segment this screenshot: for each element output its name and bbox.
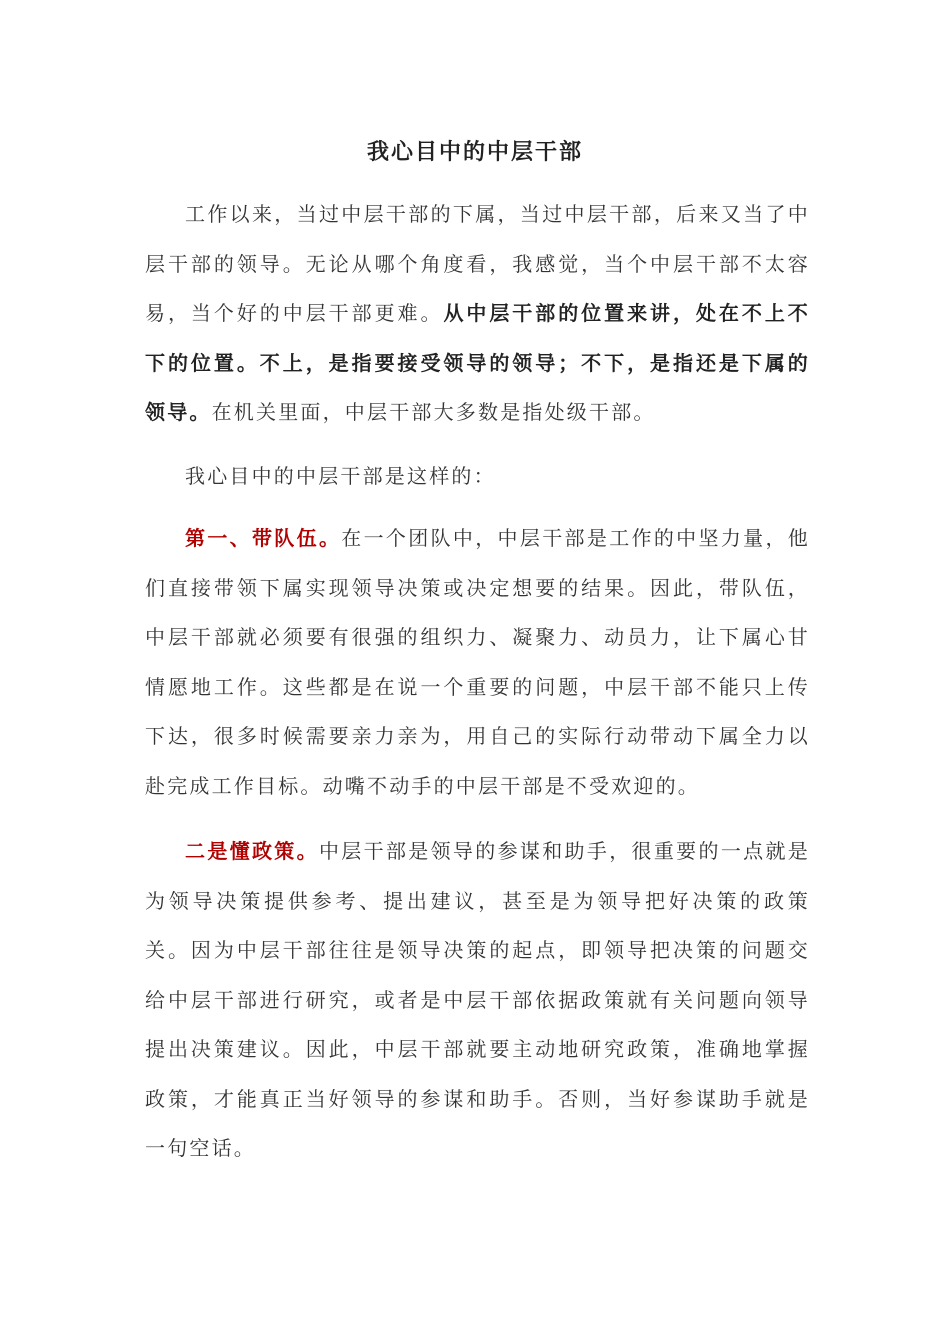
paragraph-1-rest: 在机关里面，中层干部大多数是指处级干部。 (211, 400, 656, 424)
paragraph-3-text: 在一个团队中，中层干部是工作的中坚力量，他们直接带领下属实现领导决策或决定想要的结果。因此，带队伍，中层干部就必须要有很强的组织力、凝聚力、动员力，让下属心甘情愿地工作。这些都是在说一个重要的问题，中层干部不能只上传下达，很多时候需要亲力亲为，用自己的实际行动带动下属全力以赴完成工作目标。动嘴不动手的中层干部是不受欢迎的。 (145, 526, 810, 798)
paragraph-2 (145, 452, 810, 502)
paragraph-4 (145, 827, 810, 1174)
paragraph-1-bold-text: 从中层干部的位置来讲，处在不上不下的位置。不上，是指要接受领导的领导；不下，是指还是下属的领导。 (145, 301, 810, 424)
paragraph-1 (145, 190, 810, 438)
paragraph-1-intro: 工作以来，当过中层干部的下属，当过中层干部，后来又当了中层干部的领导。无论从哪个角度看，我感觉，当个中层干部不太容易，当个好的中层干部更难。 (145, 202, 810, 325)
paragraph-4-text: 中层干部是领导的参谋和助手，很重要的一点就是为领导决策提供参考、提出建议，甚至是为领导把好决策的政策关。因为中层干部往往是领导决策的起点，即领导把决策的问题交给中层干部进行研究，或者是中层干部依据政策就有关问题向领导提出决策建议。因此，中层干部就要主动地研究政策，准确地掌握政策，才能真正当好领导的参谋和助手。否则，当好参谋助手就是一句空话。 (145, 839, 811, 1160)
paragraph-2-text: 我心目中的中层干部是这样的： (185, 464, 496, 488)
paragraph-3 (145, 514, 810, 811)
document-title: 我心目中的中层干部 (366, 139, 583, 165)
paragraph-3-heading: 第一、带队伍。 (185, 526, 342, 550)
paragraph-4-heading: 二是懂政策。 (185, 839, 319, 863)
